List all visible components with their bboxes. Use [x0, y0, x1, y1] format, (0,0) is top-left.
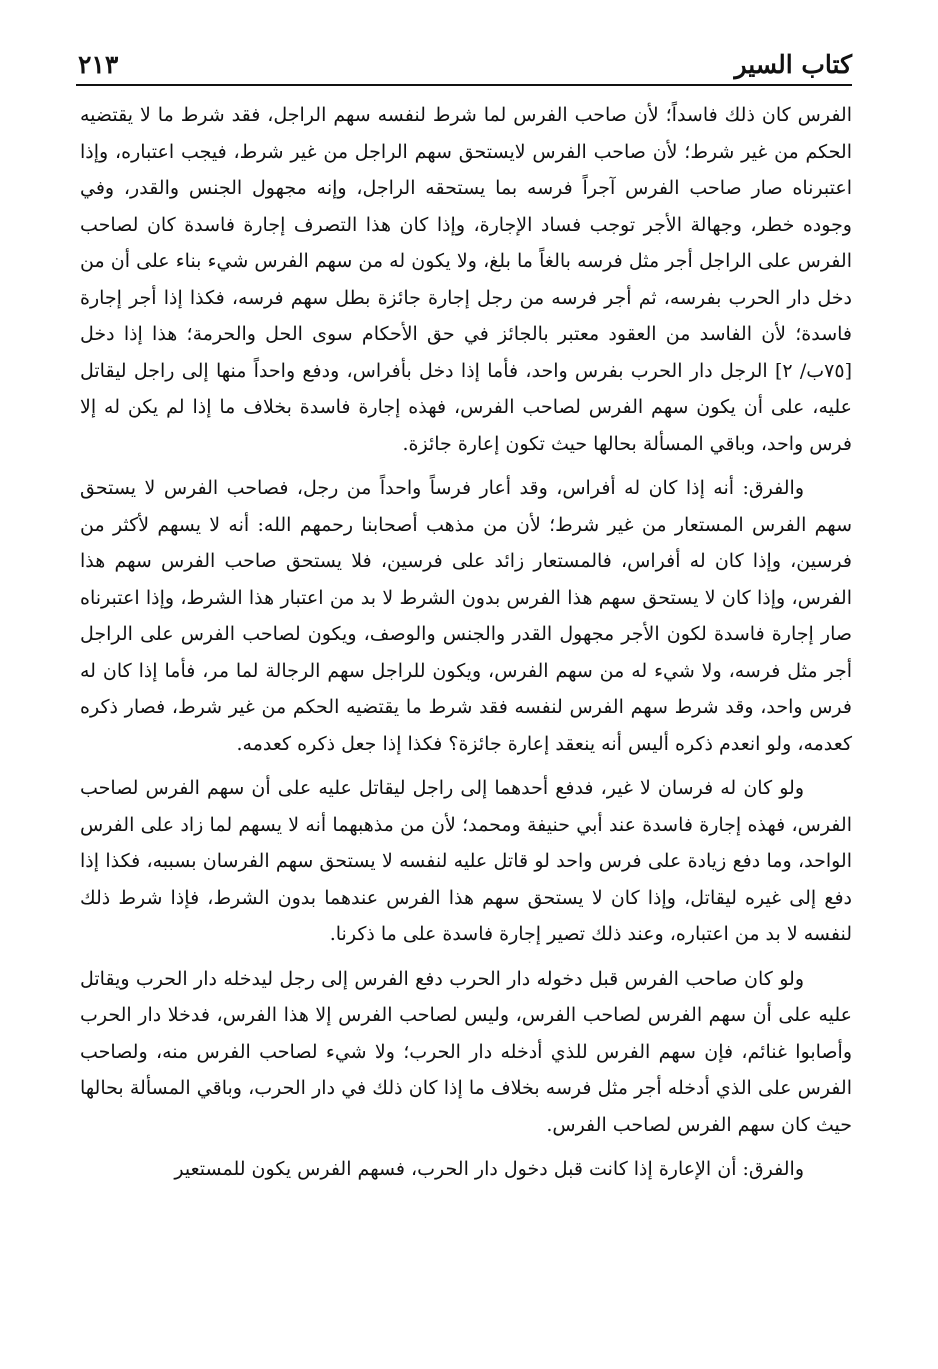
paragraph: ولو كان له فرسان لا غير، فدفع أحدهما إلى راجل ليقاتل عليه على أن سهم الفرس لصاحب الفرس، فهذه إجارة فاسدة عند أبي حنيفة ومحمد؛ لأن من مذهبهما أنه لا يسهم لما زاد على الفرس الواحد، وما دفع زيادة على فرس واحد لو قاتل عليه لنفسه لا يستحق سهم الفرسان بسببه، فكذا إذا دفع إلى غيره ليقاتل، وإذا كان لا يستحق سهم هذا الفرس عندهما بدون الشرط، فإذا شرط ذلك لنفسه لا بد من اعتباره، وعند ذلك تصير إجارة فاسدة على ما ذكرنا.	[80, 777, 852, 945]
paragraph: والفرق: أنه إذا كان له أفراس، وقد أعار فرساً واحداً من رجل، فصاحب الفرس لا يستحق سهم الفرس المستعار من غير شرط؛ لأن من مذهب أصحابنا رحمهم الله: أنه لا يسهم لأكثر من فرسين، وإذا كان له أفراس، فالمستعار زائد على فرسين، فلا يستحق صاحب الفرس سهم هذا الفرس، وإذا كان لا يستحق سهم هذا الفرس بدون الشرط لا بد من اعتبار هذا الشرط، وإذا اعتبرناه صار إجارة فاسدة لكون الأجر مجهول القدر والجنس والوصف، ويكون لصاحب الفرس على الراجل أجر مثل فرسه، ولا شيء له من سهم الفرس، ويكون للراجل سهم الرجالة لما مر، فأما إذا كان له فرس واحد، وقد شرط سهم الفرس لنفسه فقد شرط ما يقتضيه الحكم من غير شرط، فصار ذكره كعدمه، ولو انعدم ذكره أليس أنه ينعقد إعارة جائزة؟ فكذا إذا جعل ذكره كعدمه.	[80, 477, 852, 755]
paragraph: ولو كان صاحب الفرس قبل دخوله دار الحرب دفع الفرس إلى رجل ليدخله دار الحرب ويقاتل عليه على أن سهم الفرس لصاحب الفرس، وليس لصاحب الفرس إلا هذا الفرس، فدخلا دار الحرب وأصابوا غنائم، فإن سهم الفرس للذي أدخله دار الحرب؛ ولا شيء لصاحب الفرس منه، ولصاحب الفرس على الذي أدخله أجر مثل فرسه بخلاف ما إذا كان ذلك في دار الحرب، وباقي المسألة بحالها حيث كان سهم الفرس لصاحب الفرس.	[80, 967, 852, 1136]
chapter-title: كتاب السير	[734, 50, 852, 79]
body-text	[80, 97, 852, 1188]
paragraph: والفرق: أن الإعارة إذا كانت قبل دخول دار الحرب، فسهم الفرس يكون للمستعير	[174, 1158, 804, 1180]
paragraph: الفرس كان ذلك فاسداً؛ لأن صاحب الفرس لما شرط لنفسه سهم الراجل، فقد شرط ما لا يقتضيه الحكم من غير شرط؛ لأن صاحب الفرس لايستحق سهم الراجل من غير شرط، فيجب اعتباره، وإذا اعتبرناه صار صاحب الفرس آجراً فرسه بما يستحقه الراجل، وإنه مجهول الجنس والقدر، وفي وجوده خطر، وجهالة الأجر توجب فساد الإجارة، وإذا كان هذا التصرف إجارة فاسدة كان لصاحب الفرس على الراجل أجر مثل فرسه بالغاً ما بلغ، ولا يكون له من سهم الفرس شيء بناء على أن من دخل دار الحرب بفرسه، ثم أجر فرسه من رجل إجارة جائزة بطل سهم فرسه، فكذا إذا أجر إجارة فاسدة؛ لأن الفاسد من العقود معتبر بالجائز في حق الأحكام سوى الحل والحرمة؛ هذا إذا دخل [٧٥ب/ ٢] الرجل دار الحرب بفرس واحد، فأما إذا دخل بأفراس، ودفع واحداً منها إلى راجل ليقاتل عليه، على أن يكون سهم الفرس لصاحب الفرس، فهذه إجارة فاسدة بخلاف ما إذا لم يكن له إلا فرس واحد، وباقي المسألة بحالها حيث تكون إعارة جائزة.	[80, 104, 852, 455]
page-header	[76, 44, 852, 86]
page-number: ٢١٣	[78, 50, 119, 79]
